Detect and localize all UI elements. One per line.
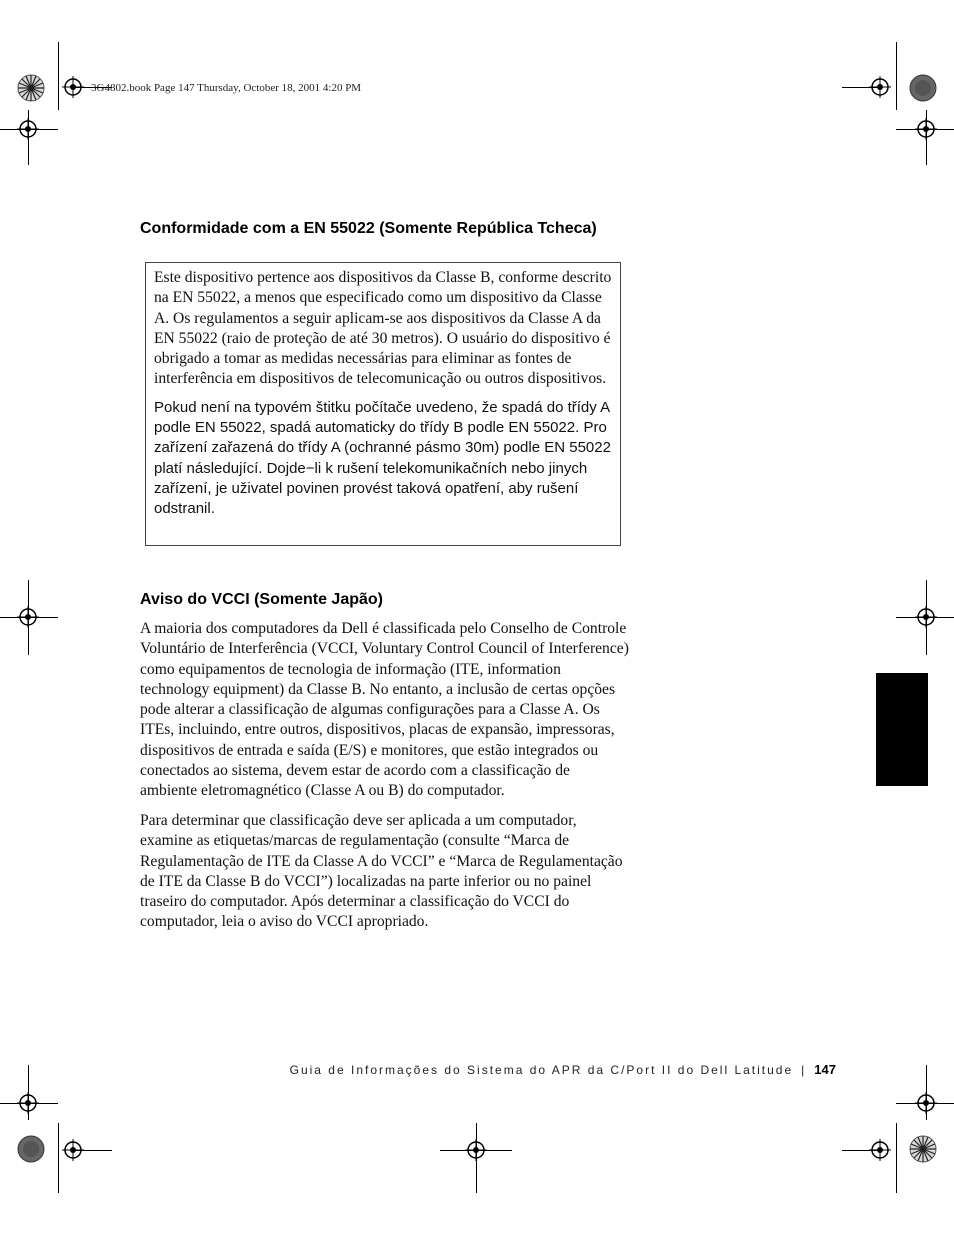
section-heading-en55022: Conformidade com a EN 55022 (Somente República Tcheca) — [140, 220, 597, 237]
registration-mark-icon — [17, 118, 39, 140]
footer-separator: | — [801, 1063, 805, 1077]
registration-mark-icon — [17, 1092, 39, 1114]
section-heading-vcci: Aviso do VCCI (Somente Japão) — [140, 591, 383, 608]
crop-mark — [896, 1123, 897, 1193]
body-paragraph: A maioria dos computadores da Dell é classificada pelo Conselho de Controle Voluntário de Interferência (VCCI, Voluntary Control Council of Interference) como equipamentos de tecnologia de informação (ITE, information technology equipment) da Classe B. No entanto, a inclusão de certas opções pode alterar a classificação de algumas configurações para a Classe A. Os ITEs, incluindo, entre outros, dispositivos, placas de expansão, impressoras, dispositivos de entrada e saída (E/S) e monitores, que estão integrados ou conectados ao sistema, devem estar de acordo com a classificação de ambiente eletromagnético (Classe A ou B) do computador. — [140, 620, 629, 800]
notice-text-portuguese: Este dispositivo pertence aos dispositivos da Classe B, conforme descrito na EN 55022, a menos que especificado como um dispositivo da Classe A. Os regulamentos a seguir aplicam-se aos dispositivos da Classe A da EN 55022 (raio de proteção de até 30 metros). O usuário do dispositivo é obrigado a tomar as medidas necessárias para eliminar as fontes de interferência em dispositivos de telecomunicação ou outros dispositivos. — [154, 269, 612, 388]
registration-mark-icon — [869, 1139, 891, 1161]
page-footer — [290, 1062, 836, 1077]
registration-mark-icon — [62, 76, 84, 98]
footer-title: Guia de Informações do Sistema do APR da C/Port II do Dell Latitude — [289, 1063, 794, 1077]
print-header: 3G4802.book Page 147 Thursday, October 18, 2001 4:20 PM — [91, 82, 362, 94]
starburst-mark-icon — [909, 74, 937, 102]
page-number: 147 — [814, 1062, 836, 1077]
registration-mark-icon — [915, 606, 937, 628]
chapter-thumb-tab — [876, 673, 928, 786]
registration-mark-icon — [62, 1139, 84, 1161]
starburst-mark-icon — [17, 1135, 45, 1163]
registration-mark-icon — [915, 118, 937, 140]
registration-mark-icon — [915, 1092, 937, 1114]
starburst-mark-icon — [909, 1135, 937, 1163]
starburst-mark-icon — [17, 74, 45, 102]
registration-mark-icon — [869, 76, 891, 98]
notice-box — [145, 262, 621, 546]
crop-mark — [58, 42, 59, 110]
crop-mark — [58, 1123, 59, 1193]
crop-mark — [896, 42, 897, 110]
body-paragraph: Para determinar que classificação deve ser aplicada a um computador, examine as etiquetas/marcas de regulamentação (consulte “Marca de Regulamentação de ITE da Classe A do VCCI” e “Marca de Regulamentação de ITE da Classe B do VCCI”) localizadas na parte inferior ou no painel traseiro do computador. Após determinar a classificação do VCCI do computador, leia o aviso do VCCI apropriado. — [140, 812, 623, 931]
registration-mark-icon — [17, 606, 39, 628]
notice-text-czech: Pokud není na typovém štitku počítače uvedeno, že spadá do třídy A podle EN 55022, spadá automaticky do třídy B podle EN 55022. Pro zařízení zařazená do třídy A (ochranné pásmo 30m) podle EN 55022 platí následující. Dojde−li k rušení telekomunikačních nebo jinych zařízení, je uživatel povinen provést taková opatření, aby rušení odstranil. — [154, 398, 611, 518]
registration-mark-icon — [465, 1139, 487, 1161]
